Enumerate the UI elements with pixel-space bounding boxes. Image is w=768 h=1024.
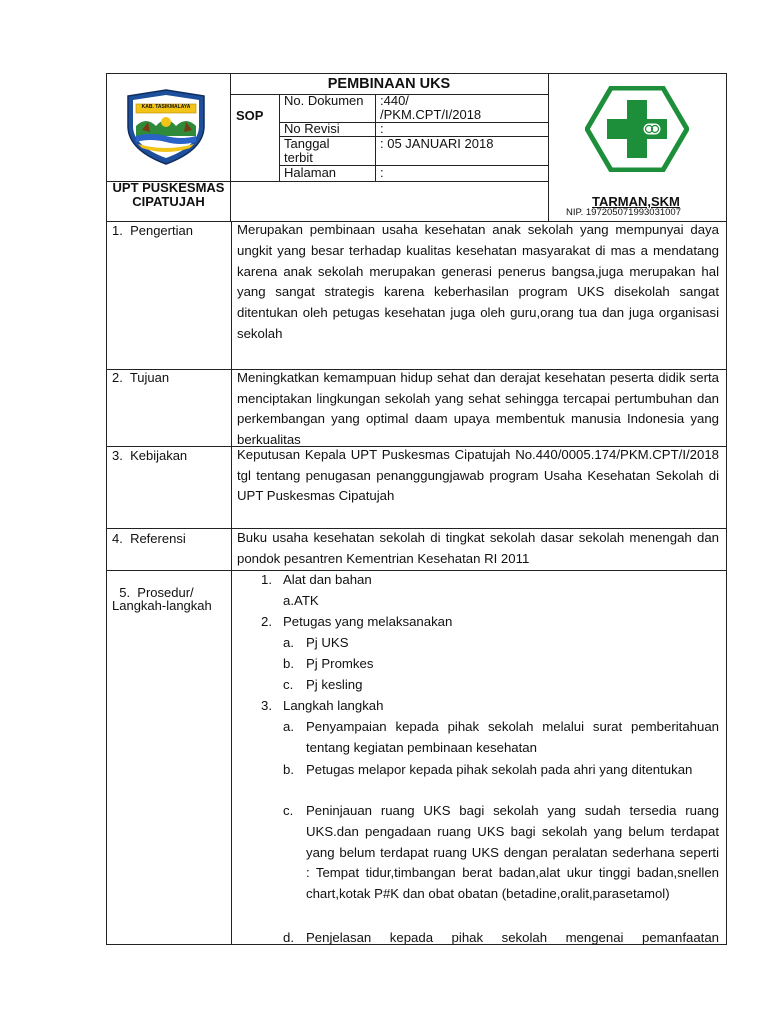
section-referensi-label: 4. Referensi — [112, 531, 186, 546]
org-name: UPT PUSKESMAS CIPATUJAH — [112, 180, 225, 209]
document-title: PEMBINAAN UKS — [327, 76, 451, 92]
step-2a-mark: a. — [283, 635, 294, 650]
kab-tasikmalaya-emblem-icon — [120, 86, 212, 166]
step-3b-text: Petugas melapor kepada pihak sekolah pada ahri yang ditentukan — [306, 762, 693, 777]
halaman-label: Halaman — [284, 165, 337, 180]
section-kebijakan-label: 3. Kebijakan — [112, 448, 188, 463]
step-2b-text: Pj Promkes — [306, 656, 374, 671]
section-tujuan-text: Meningkatkan kemampuan hidup sehat dan derajat kesehatan peserta didik serta menciptakan lingkungan sekolah yang sehat sehingga tercapai pertumbuhan dan perkembangan yang optimal daam upaya membentuk manusia Indonesia yang berkualitas — [237, 370, 719, 447]
no-revisi-value: : — [380, 121, 384, 136]
step-3a-mark: a. — [283, 719, 294, 734]
puskesmas-logo-icon — [585, 86, 689, 172]
step-2b-mark: b. — [283, 656, 294, 671]
step-3d-mark: d. — [283, 930, 294, 945]
step-2-title: Petugas yang melaksanakan — [283, 614, 453, 629]
section-pengertian-label: 1. Pengertian — [112, 223, 193, 238]
no-dokumen-label: No. Dokumen — [284, 93, 364, 108]
sop-label: SOP — [236, 108, 264, 123]
section-prosedur-label: 5. Prosedur/ Langkah-langkah — [112, 585, 212, 613]
step-3c-mark: c. — [283, 803, 294, 818]
section-kebijakan-text: Keputusan Kepala UPT Puskesmas Cipatujah No.440/0005.174/PKM.CPT/I/2018 tgl tentang penugasan penanggungjawab program Usaha Kesehatan Sekolah di UPT Puskesmas Cipatujah — [237, 447, 719, 503]
step-3a-text: Penyampaian kepada pihak sekolah melalui surat pemberitahuan tentang kegiatan pembinaan kesehatan — [306, 719, 719, 755]
step-2c-text: Pj kesling — [306, 677, 363, 692]
tanggal-terbit-value: : 05 JANUARI 2018 — [380, 136, 494, 151]
step-1-number: 1. — [261, 572, 272, 587]
section-referensi-text: Buku usaha kesehatan sekolah di tingkat sekolah dasar sekolah menengah dan pondok pesantren Kementrian Kesehatan RI 2011 — [237, 530, 719, 566]
step-1-title: Alat dan bahan — [283, 572, 372, 587]
step-1-sub: a.ATK — [283, 593, 319, 608]
step-3d-text: Penjelasan kepada pihak sekolah mengenai pemanfaatan — [306, 930, 719, 945]
step-3-title: Langkah langkah — [283, 698, 384, 713]
no-dokumen-value: :440/ /PKM.CPT/I/2018 — [380, 93, 482, 122]
tanggal-terbit-label: Tanggal terbit — [284, 136, 330, 165]
emblem-ribbon-text: KAB. TASIKMALAYA — [141, 104, 191, 110]
step-2-number: 2. — [261, 614, 272, 629]
section-pengertian-text: Merupakan pembinaan usaha kesehatan anak sekolah yang mempunyai daya ungkit yang besar terhadap kualitas kesehatan masyarakat di mas a mendatang karena anak sekolah merupakan generasi penerus bangsa,juga merupakan hal yang sangat strategis karena keberhasilan program UKS disekolah sangat ditentukan oleh petugas kesehatan juga oleh guru,orang tua dan juga organisasi sekolah — [237, 222, 719, 341]
step-3-number: 3. — [261, 698, 272, 713]
signatory-name: TARMAN,SKM — [592, 194, 680, 209]
signatory-nip: NIP. 197205071993031007 — [566, 207, 681, 218]
no-revisi-label: No Revisi — [284, 121, 340, 136]
step-2a-text: Pj UKS — [306, 635, 349, 650]
section-tujuan-label: 2. Tujuan — [112, 370, 170, 385]
step-2c-mark: c. — [283, 677, 294, 692]
step-3c-text: Peninjauan ruang UKS bagi sekolah yang sudah tersedia ruang UKS.dan pengadaan ruang UKS bagi sekolah yang belum terdapat yang belum terdapat ruang UKS dengan peralatan sederhana seperti : Tempat tidur,timbangan berat badan,alat ukur tinggi badan,snellen chart,kotak P#K dan obat obatan (betadine,oralit,parasetamol) — [306, 803, 734, 902]
step-3b-mark: b. — [283, 762, 294, 777]
halaman-value: : — [380, 165, 384, 180]
